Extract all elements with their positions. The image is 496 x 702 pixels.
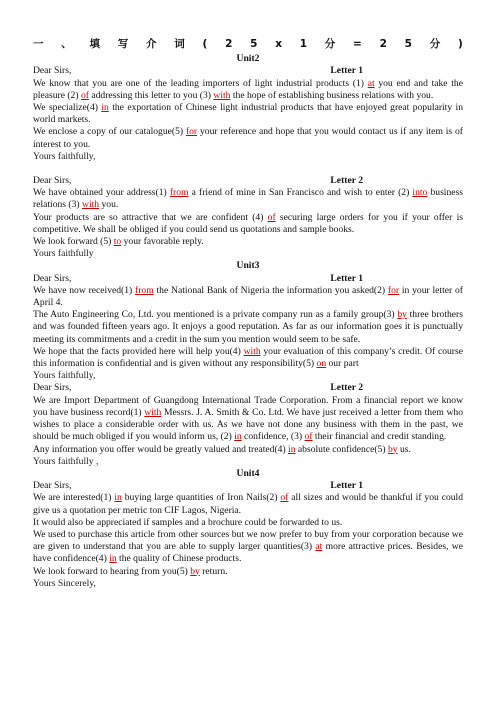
heading-char: 写 <box>117 38 129 50</box>
heading-char: 一 <box>33 38 44 50</box>
salutation: Dear Sirs, <box>33 175 72 187</box>
paragraph-text: addressing this letter to you (3) <box>88 89 214 101</box>
paragraph-text: buying large quantities of Iron Nails(2) <box>121 492 281 504</box>
letter-paragraph <box>33 566 463 578</box>
paragraph-text: our part <box>326 358 359 370</box>
answer-word: from <box>169 187 189 199</box>
heading-char: 1 <box>299 38 308 50</box>
letter-paragraph <box>33 444 463 456</box>
answer-word: in <box>234 431 242 443</box>
answer-word: with <box>243 345 261 357</box>
salutation: Dear Sirs, <box>33 65 72 77</box>
letter-block <box>33 175 463 260</box>
paragraph-text: We hope that the facts provided here will help you(4) <box>33 345 244 357</box>
letter-paragraph <box>33 492 463 516</box>
section-heading <box>33 38 463 50</box>
heading-char: 词 <box>174 38 185 50</box>
paragraph-text: Any information you offer would be greatly valued and treated(4) <box>33 443 289 455</box>
paragraph-text: in your letter of April 4. <box>33 284 463 309</box>
paragraph-text: three brothers and was founded fifteen years ago. It enjoys a good reputation. As far as our information goes it is punctually meeting its commitments and a credit in the sum you mention would seem to be safe. <box>33 309 463 345</box>
heading-char: 分 <box>429 38 441 50</box>
answer-word: by <box>387 443 398 455</box>
unit-title: Unit2 <box>236 53 260 65</box>
letter-paragraph <box>33 517 463 529</box>
letter-label: Letter 1 <box>330 272 363 284</box>
paragraph-text: more attractive prices. Besides, we have confidence(4) <box>33 541 463 565</box>
letter-block <box>33 480 463 590</box>
closing: Yours faithfully , <box>33 455 99 467</box>
paragraph-text: the National Bank of Nigeria the information you asked(2) <box>153 284 388 296</box>
answer-word: in <box>288 443 296 455</box>
paragraph-text: you end and take the pleasure (2) <box>33 77 463 101</box>
closing: Yours Sincerely, <box>33 577 96 589</box>
letter-label: Letter 2 <box>330 175 363 187</box>
salutation: Dear Sirs, <box>33 480 72 492</box>
paragraph-text: We look forward to hearing from you(5) <box>33 565 191 577</box>
paragraph-text: absolute confidence(5) <box>295 443 388 455</box>
letter-block <box>33 65 463 163</box>
paragraph-text: the hope of establishing business relations with you. <box>230 89 434 101</box>
letter-paragraph <box>33 346 463 370</box>
paragraph-text: your reference and hope that you would contact us if any item is of interest to you. <box>33 126 464 150</box>
heading-char: 分 <box>324 38 336 50</box>
letter-paragraph <box>33 78 463 102</box>
answer-word: of <box>80 89 89 101</box>
paragraph-text: We know that you are one of the leading importers of light industrial products (1) <box>33 77 368 89</box>
paragraph-text: The Auto Engineering Co, Ltd. you mentioned is a private company run as a family group(3) <box>33 309 398 321</box>
heading-char: 、 <box>61 38 72 50</box>
paragraph-text: you. <box>99 199 119 211</box>
answer-word: with <box>213 89 231 101</box>
paragraph-text: Your products are so attractive that we are confident (4) <box>33 211 268 223</box>
heading-char: ( <box>202 38 208 50</box>
paragraph-text: We are interested(1) <box>33 492 115 504</box>
answer-word: in <box>109 553 117 565</box>
letter-paragraph <box>33 529 463 566</box>
answer-word: in <box>114 492 122 504</box>
unit-title: Unit4 <box>236 467 260 479</box>
paragraph-text: your favorable reply. <box>121 236 204 248</box>
letter-paragraph <box>33 285 463 309</box>
heading-char: x <box>275 38 282 50</box>
salutation: Dear Sirs, <box>33 382 72 394</box>
paragraph-text: their financial and credit standing. <box>312 431 447 443</box>
letter-paragraph <box>33 102 463 126</box>
paragraph-text: We have now received(1) <box>33 284 136 296</box>
letter-paragraph <box>33 395 463 444</box>
answer-word: by <box>190 565 200 577</box>
heading-char: 介 <box>146 38 157 50</box>
heading-char: 2 <box>379 38 387 50</box>
paragraph-text: We are Import Department of Guangdong International Trade Corporation. From a financial report we know you have business record(1) <box>33 394 463 418</box>
answer-word: in <box>101 102 109 114</box>
paragraph-text: Messrs. J. A. Smith & Co. Ltd. We have just received a letter from them who wishes to place a considerable order with us. As we have not done any business with them in the past, we should be much obliged if you would inform us, (2) <box>33 406 463 443</box>
paragraph-text: business relations (3) <box>33 187 463 211</box>
heading-char: ) <box>457 38 463 50</box>
letter-block <box>33 382 463 467</box>
salutation: Dear Sirs, <box>33 272 72 284</box>
letter-paragraph <box>33 212 463 236</box>
heading-char: 5 <box>250 38 258 50</box>
letter-label: Letter 2 <box>330 382 363 394</box>
answer-word: into <box>412 187 428 199</box>
unit-title: Unit3 <box>236 260 260 272</box>
answer-word: at <box>367 77 375 89</box>
paragraph-text: confidence, (3) <box>241 431 305 443</box>
answer-word: with <box>82 199 100 211</box>
answer-word: for <box>387 284 400 296</box>
closing: Yours faithfully, <box>33 370 96 382</box>
paragraph-text: We look forward (5) <box>33 236 114 248</box>
letter-label: Letter 1 <box>330 480 363 492</box>
answer-word: on <box>316 358 327 370</box>
paragraph-text: We enclose a copy of our catalogue(5) <box>33 126 186 138</box>
paragraph-text: securing large orders for you if your offer is competitive. We shall be obliged if you could send us quotations and sample books. <box>33 211 463 235</box>
answer-word: of <box>267 211 276 223</box>
answer-word: of <box>280 492 289 504</box>
paragraph-text: We have obtained your address(1) <box>33 187 170 199</box>
paragraph-text: us. <box>397 443 411 455</box>
paragraph-text: the quality of Chinese products. <box>116 553 242 565</box>
letter-paragraph <box>33 126 463 150</box>
paragraph-text: the exportation of Chinese light industrial products that have enjoyed great popularity in world markets. <box>33 102 463 126</box>
paragraph-text: a friend of mine in San Francisco and wish to enter (2) <box>188 187 413 199</box>
letter-paragraph <box>33 187 463 211</box>
answer-word: by <box>397 309 407 321</box>
answer-word: of <box>304 431 313 443</box>
answer-word: at <box>315 541 323 553</box>
answer-word: to <box>113 236 122 248</box>
paragraph-text: return. <box>199 565 228 577</box>
closing: Yours faithfully, <box>33 150 96 162</box>
closing: Yours faithfully <box>33 248 94 260</box>
answer-word: from <box>135 284 154 296</box>
paragraph-text: all sizes and would be thankful if you could give us a quotation per metric ton CIF Lagos, Nigeria. <box>33 492 464 516</box>
paragraph-text: It would also be appreciated if samples and a brochure could be forwarded to us. <box>33 516 343 528</box>
paragraph-text: your evaluation of this company’s credit. Of course this information is confidential and is given without any responsibility(5) <box>33 345 463 370</box>
letter-block <box>33 273 463 383</box>
paragraph-text: We specialize(4) <box>33 102 102 114</box>
heading-char: 2 <box>225 38 233 50</box>
worksheet-page <box>33 38 463 590</box>
heading-char: 填 <box>89 38 100 50</box>
paragraph-text: We used to purchase this article from other sources but we now prefer to buy from your corporation because we are given to understand that you are able to supply larger quantities(3) <box>33 528 463 553</box>
letter-label: Letter 1 <box>330 65 363 77</box>
answer-word: with <box>144 406 162 418</box>
heading-char: 5 <box>404 38 412 50</box>
heading-char: = <box>353 38 362 50</box>
letter-paragraph <box>33 309 463 346</box>
answer-word: for <box>185 126 198 138</box>
letter-paragraph <box>33 236 463 248</box>
